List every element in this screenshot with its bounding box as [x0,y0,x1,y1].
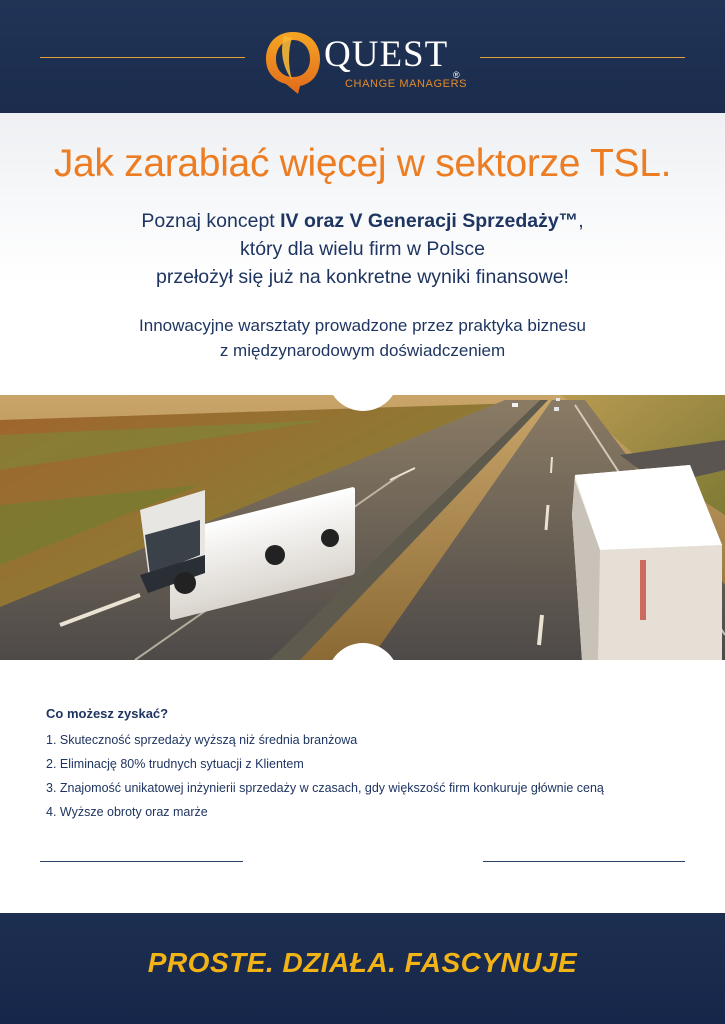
slogan: PROSTE. DZIAŁA. FASCYNUJE [147,947,578,978]
benefits-section [46,705,706,824]
signature-line-left [40,861,243,862]
list-item: 4. Wyższe obroty oraz marże [46,805,208,819]
list-item: 3. Znajomość unikatowej inżynierii sprzedaży w czasach, gdy większość firm konkuruje głównie ceną [46,781,604,795]
lead-line-3: przełożył się już na konkretne wyniki finansowe! [156,266,569,288]
lead-prefix: Poznaj koncept [141,210,281,232]
logo-subtitle: CHANGE MANAGERS [345,78,468,90]
highway-trucks-photo [0,395,725,660]
logo-wordmark: QUEST [324,34,449,75]
lead-paragraph [0,207,725,291]
workshops-line-2: z międzynarodowym doświadczeniem [219,341,506,360]
quest-logo [262,26,472,96]
lead-bold: IV oraz V Generacji Sprzedaży™ [280,210,579,232]
quest-q-emblem-icon [262,26,324,96]
signature-line-right [483,861,685,862]
registered-mark: ® [453,70,460,80]
workshops-line-1: Innowacyjne warsztaty prowadzone przez praktyka biznesu [139,316,586,335]
list-item: 1. Skuteczność sprzedaży wyższą niż średnia branżowa [46,733,358,747]
workshops-paragraph [0,313,725,363]
header-band [0,0,725,113]
page-title: Jak zarabiać więcej w sektorze TSL. [53,142,672,185]
lead-suffix: , [578,210,584,232]
benefits-title: Co możesz zyskać? [46,706,169,721]
header-divider-left [40,57,245,58]
list-item: 2. Eliminację 80% trudnych sytuacji z Klientem [46,757,304,771]
header-divider-right [480,57,685,58]
lead-line-2: który dla wielu firm w Polsce [240,238,485,260]
